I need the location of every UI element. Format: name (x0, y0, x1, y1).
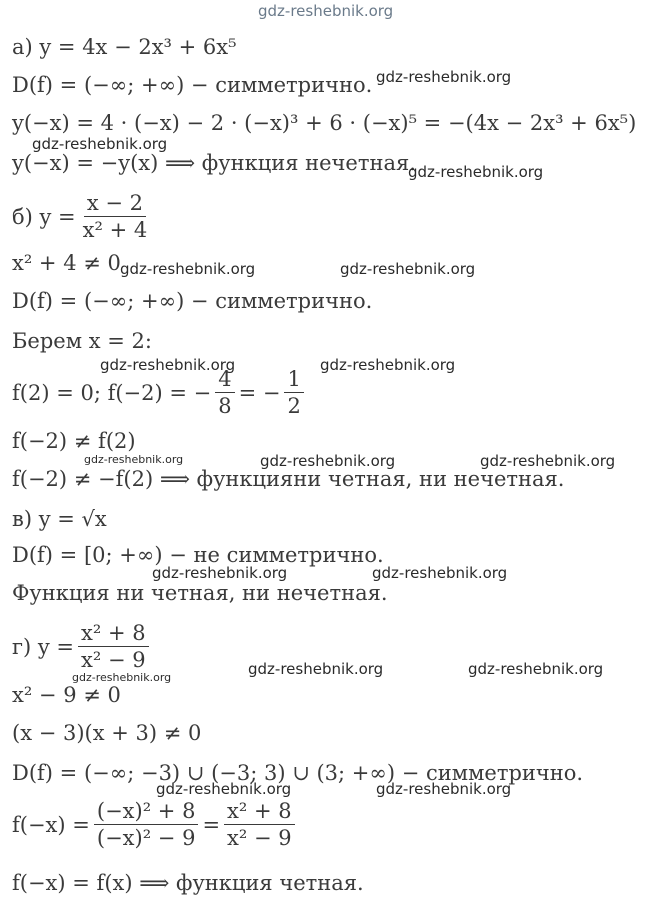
watermark: gdz-reshebnik.org (480, 452, 616, 470)
watermark: gdz-reshebnik.org (32, 135, 168, 153)
part-g-sub-mid: = (202, 812, 221, 837)
watermark: gdz-reshebnik.org (152, 564, 288, 582)
part-b-not-equal: f(−2) ≠ f(2) (12, 429, 136, 453)
part-b-values-mid: = − (238, 380, 281, 405)
fraction-denominator: 2 (287, 394, 301, 418)
watermark: gdz-reshebnik.org (84, 453, 184, 466)
part-g-numerator: x² + 8 (78, 620, 149, 647)
fraction-denominator: x² − 9 (227, 826, 292, 850)
watermark: gdz-reshebnik.org (376, 780, 512, 798)
part-a-conclusion: y(−x) = −y(x) ⟹ функция нечетная. (12, 151, 416, 175)
part-b-numerator: x − 2 (84, 190, 146, 217)
part-b-function (12, 190, 154, 243)
fraction-numerator: 1 (284, 366, 303, 393)
fraction-denominator: 8 (218, 394, 232, 418)
watermark: gdz-reshebnik.org (72, 671, 172, 684)
part-b-conclusion: f(−2) ≠ −f(2) ⟹ функцияни четная, ни нечетная. (12, 467, 565, 491)
part-v-domain: D(f) = [0; +∞) − не симметрично. (12, 543, 384, 567)
watermark: gdz-reshebnik.org (376, 68, 512, 86)
part-g-fraction (78, 620, 149, 673)
part-a-domain: D(f) = (−∞; +∞) − симметрично. (12, 73, 373, 97)
part-g-domain: D(f) = (−∞; −3) ∪ (−3; 3) ∪ (3; +∞) − симметрично. (12, 761, 584, 785)
watermark: gdz-reshebnik.org (372, 564, 508, 582)
watermark: gdz-reshebnik.org (260, 452, 396, 470)
part-a-function: а) y = 4x − 2x³ + 6x⁵ (12, 35, 237, 59)
part-b-domain: D(f) = (−∞; +∞) − симметрично. (12, 289, 373, 313)
part-v-function: в) y = √x (12, 507, 107, 531)
part-b-take-x: Берем x = 2: (12, 329, 152, 353)
watermark: gdz-reshebnik.org (468, 660, 604, 678)
part-g-sub-fraction-1 (94, 798, 199, 851)
part-a-substitution: y(−x) = 4 · (−x) − 2 · (−x)³ + 6 · (−x)⁵ = −(4x − 2x³ + 6x⁵) (12, 111, 637, 135)
fraction-denominator: (−x)² − 9 (96, 826, 196, 850)
watermark: gdz-reshebnik.org (258, 2, 394, 20)
part-b-label: б) y = (12, 204, 76, 229)
part-b-fraction (80, 190, 151, 243)
watermark: gdz-reshebnik.org (320, 356, 456, 374)
watermark: gdz-reshebnik.org (340, 260, 476, 278)
part-g-condition: x² − 9 ≠ 0 (12, 683, 121, 707)
part-v-conclusion: Функция ни четная, ни нечетная. (12, 581, 388, 605)
fraction-numerator: 4 (215, 366, 234, 393)
part-g-denominator: x² − 9 (81, 648, 146, 672)
part-b-condition: x² + 4 ≠ 0 (12, 251, 121, 275)
part-g-sub-fraction-2 (224, 798, 295, 851)
part-g-label: г) y = (12, 634, 75, 659)
part-g-function (12, 620, 153, 673)
watermark: gdz-reshebnik.org (156, 780, 292, 798)
part-g-sub-prefix: f(−x) = (12, 812, 90, 837)
part-b-values-prefix: f(2) = 0; f(−2) = − (12, 380, 212, 405)
fraction-numerator: (−x)² + 8 (94, 798, 199, 825)
part-g-factored: (x − 3)(x + 3) ≠ 0 (12, 721, 202, 745)
watermark: gdz-reshebnik.org (120, 260, 256, 278)
part-g-conclusion: f(−x) = f(x) ⟹ функция четная. (12, 871, 364, 895)
watermark: gdz-reshebnik.org (248, 660, 384, 678)
watermark: gdz-reshebnik.org (408, 163, 544, 181)
fraction-numerator: x² + 8 (224, 798, 295, 825)
part-b-values-fraction-2 (284, 366, 303, 419)
part-g-substitution (12, 798, 299, 851)
part-b-denominator: x² + 4 (82, 218, 148, 242)
watermark: gdz-reshebnik.org (100, 356, 236, 374)
